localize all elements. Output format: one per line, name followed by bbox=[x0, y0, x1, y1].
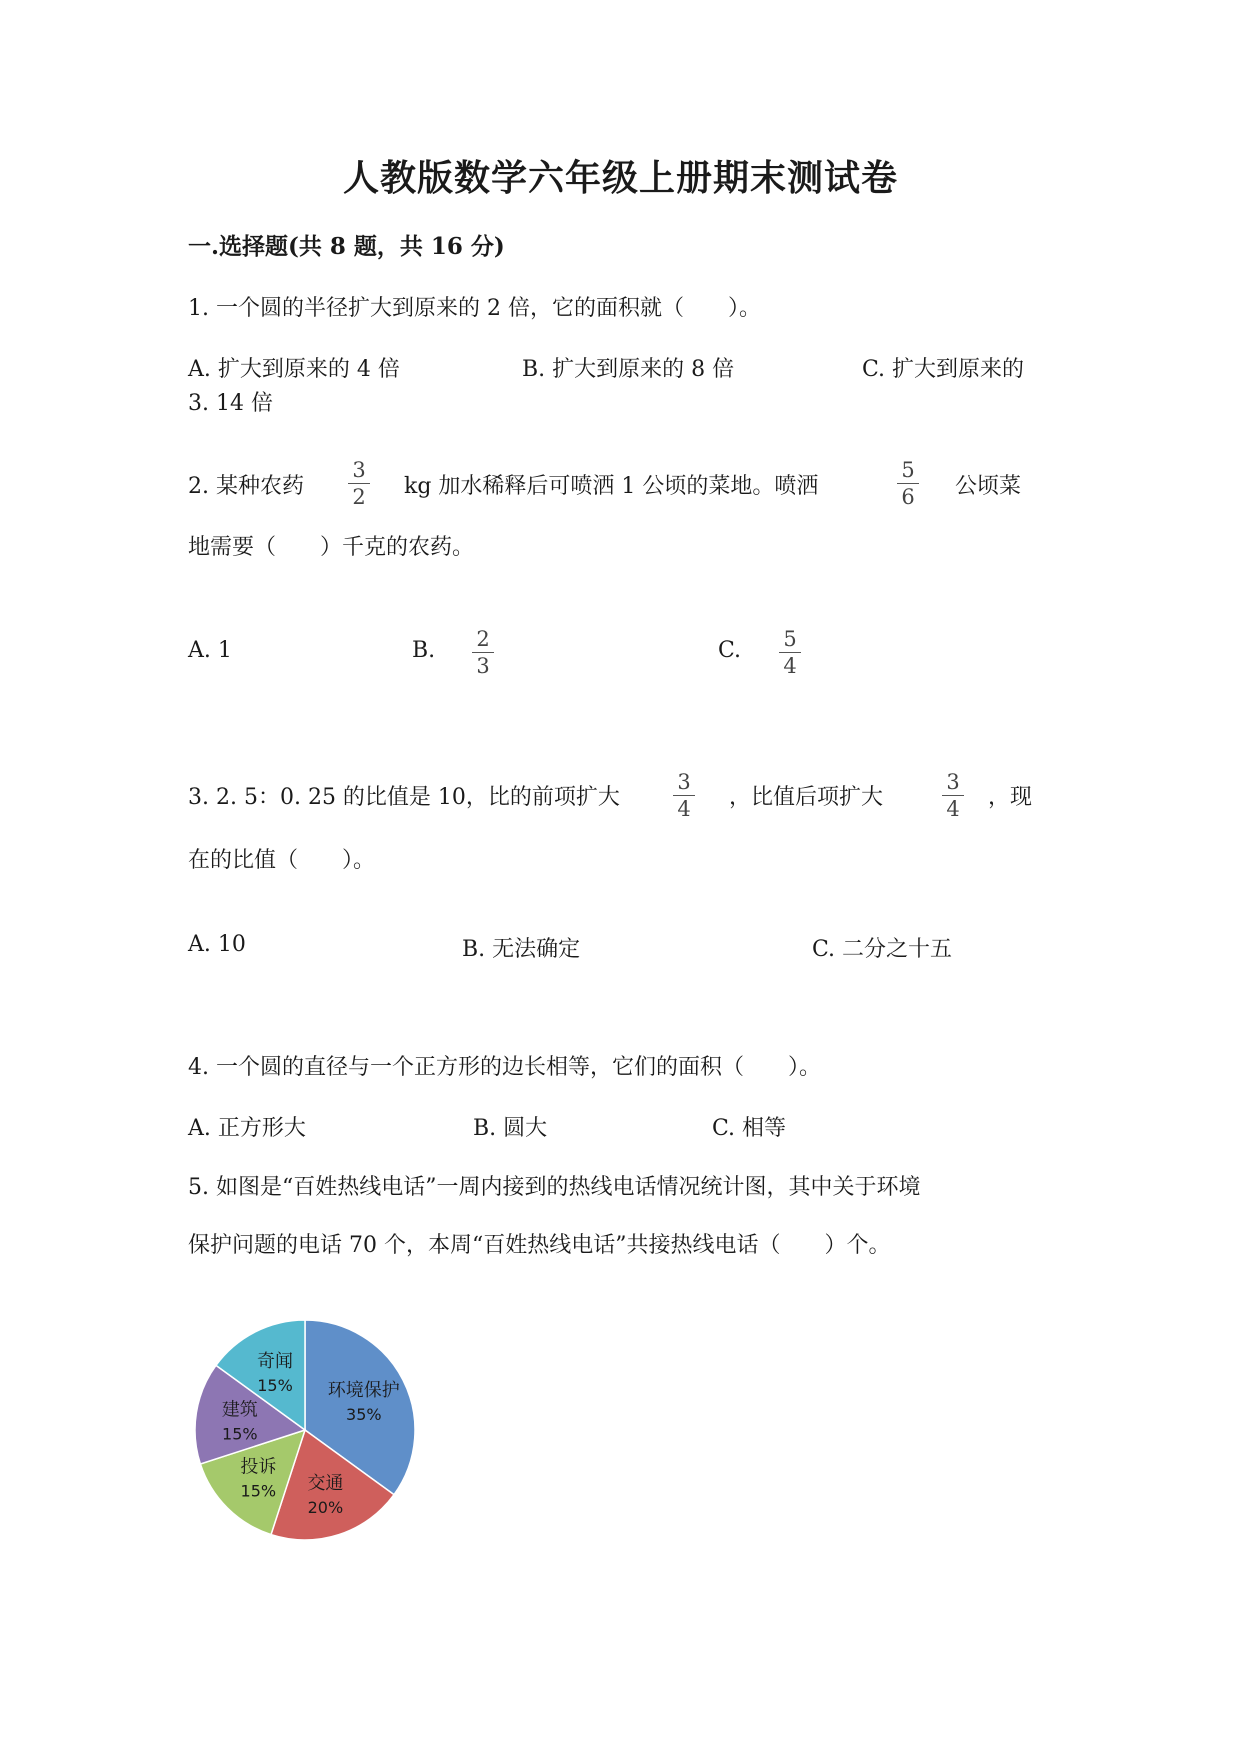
q3-option-c: C. 二分之十五 bbox=[812, 937, 953, 962]
pie-slice-label: 建筑 bbox=[221, 1399, 258, 1421]
q2-option-b: B. bbox=[412, 638, 436, 663]
q3-fraction-1 bbox=[669, 770, 699, 821]
q2-text-seg1: 2. 某种农药 bbox=[188, 474, 304, 499]
pie-slice-label: 奇闻 bbox=[257, 1351, 294, 1373]
fraction-bar bbox=[472, 652, 494, 653]
q3-option-a: A. 10 bbox=[188, 932, 246, 957]
q2-option-c-fraction bbox=[775, 627, 805, 678]
denominator: 6 bbox=[901, 485, 915, 509]
pie-slice-label: 投诉 bbox=[240, 1456, 277, 1478]
denominator: 2 bbox=[352, 485, 366, 509]
q1-option-c-cont: 3. 14 倍 bbox=[188, 391, 273, 416]
fraction-bar bbox=[779, 652, 801, 653]
q4-option-b: B. 圆大 bbox=[473, 1116, 548, 1141]
pie-slice-label: 交通 bbox=[307, 1472, 344, 1494]
numerator: 3 bbox=[677, 770, 691, 794]
q1-option-a: A. 扩大到原来的 4 倍 bbox=[188, 357, 400, 382]
pie-slice-value: 15% bbox=[222, 1424, 258, 1444]
q4-option-c: C. 相等 bbox=[712, 1116, 787, 1141]
denominator: 4 bbox=[783, 654, 797, 678]
fraction-bar bbox=[348, 483, 370, 484]
q1-option-c: C. 扩大到原来的 bbox=[862, 357, 1025, 382]
fraction-bar bbox=[673, 795, 695, 796]
q2-option-a: A. 1 bbox=[188, 638, 232, 663]
pie-slice-value: 15% bbox=[257, 1376, 293, 1396]
section-heading: 一.选择题(共 8 题，共 16 分) bbox=[188, 233, 505, 260]
hotline-pie-chart bbox=[190, 1315, 430, 1555]
pie-slice-label: 环境保护 bbox=[327, 1380, 400, 1402]
q3-text-seg3: ，现 bbox=[988, 785, 1033, 810]
fraction-bar bbox=[897, 483, 919, 484]
denominator: 3 bbox=[476, 654, 490, 678]
numerator: 5 bbox=[783, 627, 797, 651]
q5-stem-line1: 5. 如图是“百姓热线电话”一周内接到的热线电话情况统计图，其中关于环境 bbox=[188, 1175, 921, 1200]
numerator: 5 bbox=[901, 458, 915, 482]
q2-option-c: C. bbox=[718, 638, 742, 663]
fraction-bar bbox=[942, 795, 964, 796]
q2-fraction-1 bbox=[344, 458, 374, 509]
q3-option-b: B. 无法确定 bbox=[462, 937, 581, 962]
q4-stem: 4. 一个圆的直径与一个正方形的边长相等，它们的面积（ ）。 bbox=[188, 1055, 821, 1080]
pie-slice-value: 35% bbox=[346, 1405, 382, 1425]
page-title: 人教版数学六年级上册期末测试卷 bbox=[342, 157, 898, 199]
numerator: 3 bbox=[946, 770, 960, 794]
q3-text-line2: 在的比值（ ）。 bbox=[188, 848, 376, 873]
q2-text-line2: 地需要（ ）千克的农药。 bbox=[188, 535, 475, 560]
q5-stem-line2: 保护问题的电话 70 个，本周“百姓热线电话”共接热线电话（ ）个。 bbox=[188, 1233, 891, 1258]
q1-stem: 1. 一个圆的半径扩大到原来的 2 倍，它的面积就（ ）。 bbox=[188, 296, 761, 321]
q4-option-a: A. 正方形大 bbox=[188, 1116, 306, 1141]
q3-fraction-2 bbox=[938, 770, 968, 821]
q1-option-b: B. 扩大到原来的 8 倍 bbox=[522, 357, 735, 382]
q2-text-seg3: 公顷菜 bbox=[955, 474, 1022, 499]
numerator: 2 bbox=[476, 627, 490, 651]
denominator: 4 bbox=[946, 797, 960, 821]
q3-text-seg2: ，比值后项扩大 bbox=[729, 785, 884, 810]
q2-option-b-fraction bbox=[468, 627, 498, 678]
q2-fraction-2 bbox=[893, 458, 923, 509]
q3-text-seg1: 3. 2. 5：0. 25 的比值是 10，比的前项扩大 bbox=[188, 785, 620, 810]
q2-text-seg2: kg 加水稀释后可喷洒 1 公顷的菜地。喷洒 bbox=[404, 474, 819, 499]
denominator: 4 bbox=[677, 797, 691, 821]
pie-slice-value: 15% bbox=[240, 1481, 277, 1501]
numerator: 3 bbox=[352, 458, 366, 482]
pie-slice-value: 20% bbox=[307, 1497, 344, 1517]
